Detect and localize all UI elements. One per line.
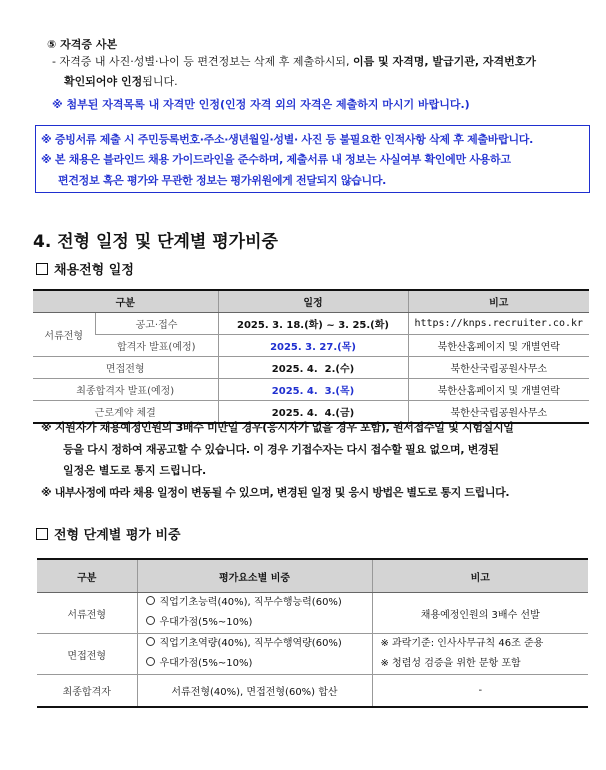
table-row xyxy=(37,634,588,675)
section5-note: ※ 첨부된 자격목록 내 자격만 인정(인정 자격 외의 자격은 제출하지 마시기 바랍니다.) xyxy=(52,98,470,111)
schedule-note2: ※ 내부사정에 따라 채용 일정이 변동될 수 있으며, 변경된 일정 및 응시 방법은 별도로 통지 드립니다. xyxy=(41,486,510,499)
eval-doc-item1-text: 직업기초능력(40%), 직무수행능력(60%) xyxy=(159,597,342,608)
eval-header-weight: 평가요소별 비중 xyxy=(137,559,372,593)
table-row xyxy=(37,675,588,708)
eval-doc-item2-text: 우대가점(5%~10%) xyxy=(159,617,253,628)
doc-group-label: 서류전형 xyxy=(33,313,95,357)
eval-doc-note: 채용예정인원의 3배수 선발 xyxy=(372,593,588,634)
section4-title: 4. 전형 일정 및 단계별 평가비중 xyxy=(33,232,278,252)
notice-line3: 편견정보 혹은 평가와 무관한 정보는 평가위원에게 전달되지 않습니다. xyxy=(58,174,387,187)
eval-int-item1 xyxy=(138,634,372,654)
section5-title: ⑤ 자격증 사본 xyxy=(47,38,118,51)
eval-doc-item2 xyxy=(138,613,372,633)
final-date: 2025. 4. 3.(목) xyxy=(218,379,408,401)
eval-doc-label: 서류전형 xyxy=(37,593,137,634)
circle-bullet-icon xyxy=(146,616,155,625)
table-row xyxy=(33,335,589,357)
schedule-note1-line1: ※ 지원자가 채용예정인원의 3배수 미만일 경우(응시자가 없을 경우 포함), 원서접수일 및 시험실시일 xyxy=(41,421,514,434)
table-row xyxy=(37,593,588,634)
notice-line2: ※ 본 채용은 블라인드 채용 가이드라인을 준수하며, 제출서류 내 정보는 사실여부 확인에만 사용하고 xyxy=(41,153,511,166)
contract-date: 2025. 4. 4.(금) xyxy=(218,401,408,424)
eval-final-label: 최종합격자 xyxy=(37,675,137,708)
eval-int-notes xyxy=(372,634,588,675)
eval-int-note2: ※ 청렴성 검증을 위한 문항 포함 xyxy=(380,658,521,669)
eval-final-item: 서류전형(40%), 면접전형(60%) 합산 xyxy=(137,675,372,708)
doc-result-label: 합격자 발표(예정) xyxy=(95,335,218,357)
dash-marker: - xyxy=(52,55,56,68)
header-note: 비고 xyxy=(408,290,589,313)
eval-header-category: 구분 xyxy=(37,559,137,593)
eval-int-note1: ※ 과락기준: 인사사무규칙 46조 준용 xyxy=(380,638,544,649)
table-row xyxy=(33,401,589,424)
apply-date: 2025. 3. 18.(화) ~ 3. 25.(화) xyxy=(218,313,408,335)
eval-heading xyxy=(36,528,181,544)
bullet1-text-b: 이름 및 자격명, 발급기관, 자격번호가 xyxy=(352,55,537,68)
apply-link[interactable]: https://knps.recruiter.co.kr xyxy=(408,313,589,335)
eval-int-item2-text: 우대가점(5%~10%) xyxy=(159,658,253,669)
final-label: 최종합격자 발표(예정) xyxy=(33,379,218,401)
interview-label: 면접전형 xyxy=(33,357,218,379)
contract-note: 북한산국립공원사무소 xyxy=(408,401,589,424)
bullet1-text-d: 됩니다. xyxy=(142,75,178,88)
schedule-title: 채용전형 일정 xyxy=(54,263,134,278)
eval-table xyxy=(37,558,588,708)
schedule-heading xyxy=(36,263,134,279)
header-date: 일정 xyxy=(218,290,408,313)
final-note: 북한산홈페이지 및 개별연락 xyxy=(408,379,589,401)
schedule-note1-line2: 등을 다시 정하여 재공고할 수 있습니다. 이 경우 기접수자는 다시 접수할 필요 없으며, 변경된 xyxy=(63,443,499,456)
eval-int-item2 xyxy=(138,654,372,674)
table-row xyxy=(33,379,589,401)
contract-label: 근로계약 체결 xyxy=(33,401,218,424)
eval-header-note: 비고 xyxy=(372,559,588,593)
circle-bullet-icon xyxy=(146,657,155,666)
circle-bullet-icon xyxy=(146,596,155,605)
schedule-header-row xyxy=(33,290,589,313)
eval-title: 전형 단계별 평가 비중 xyxy=(54,528,181,543)
table-row xyxy=(33,357,589,379)
eval-int-label: 면접전형 xyxy=(37,634,137,675)
doc-result-note: 북한산홈페이지 및 개별연락 xyxy=(408,335,589,357)
eval-int-items xyxy=(137,634,372,675)
bullet1-text-c: 확인되어야 인정 xyxy=(64,75,143,88)
header-category: 구분 xyxy=(33,290,218,313)
eval-header-row xyxy=(37,559,588,593)
apply-label: 공고·접수 xyxy=(95,313,218,335)
section5-bullet1 xyxy=(52,55,536,69)
interview-date: 2025. 4. 2.(수) xyxy=(218,357,408,379)
table-row xyxy=(33,313,589,335)
bullet1-text-a: 자격증 내 사진·성별·나이 등 편견정보는 삭제 후 제출하시되, xyxy=(59,55,353,68)
eval-doc-items xyxy=(137,593,372,634)
checkbox-square-icon xyxy=(36,528,48,540)
circle-bullet-icon xyxy=(146,637,155,646)
eval-doc-item1 xyxy=(138,593,372,613)
schedule-note1-line3: 일정은 별도로 통지 드립니다. xyxy=(63,464,207,477)
section5-bullet1-cont xyxy=(64,75,178,89)
checkbox-square-icon xyxy=(36,263,48,275)
interview-note: 북한산국립공원사무소 xyxy=(408,357,589,379)
notice-line1: ※ 증빙서류 제출 시 주민등록번호·주소·생년월일·성별· 사진 등 불필요한 인적사항 삭제 후 제출바랍니다. xyxy=(41,133,533,146)
eval-int-item1-text: 직업기초역량(40%), 직무수행역량(60%) xyxy=(159,638,342,649)
eval-final-note: - xyxy=(372,675,588,708)
schedule-table xyxy=(33,289,589,424)
doc-result-date: 2025. 3. 27.(목) xyxy=(218,335,408,357)
